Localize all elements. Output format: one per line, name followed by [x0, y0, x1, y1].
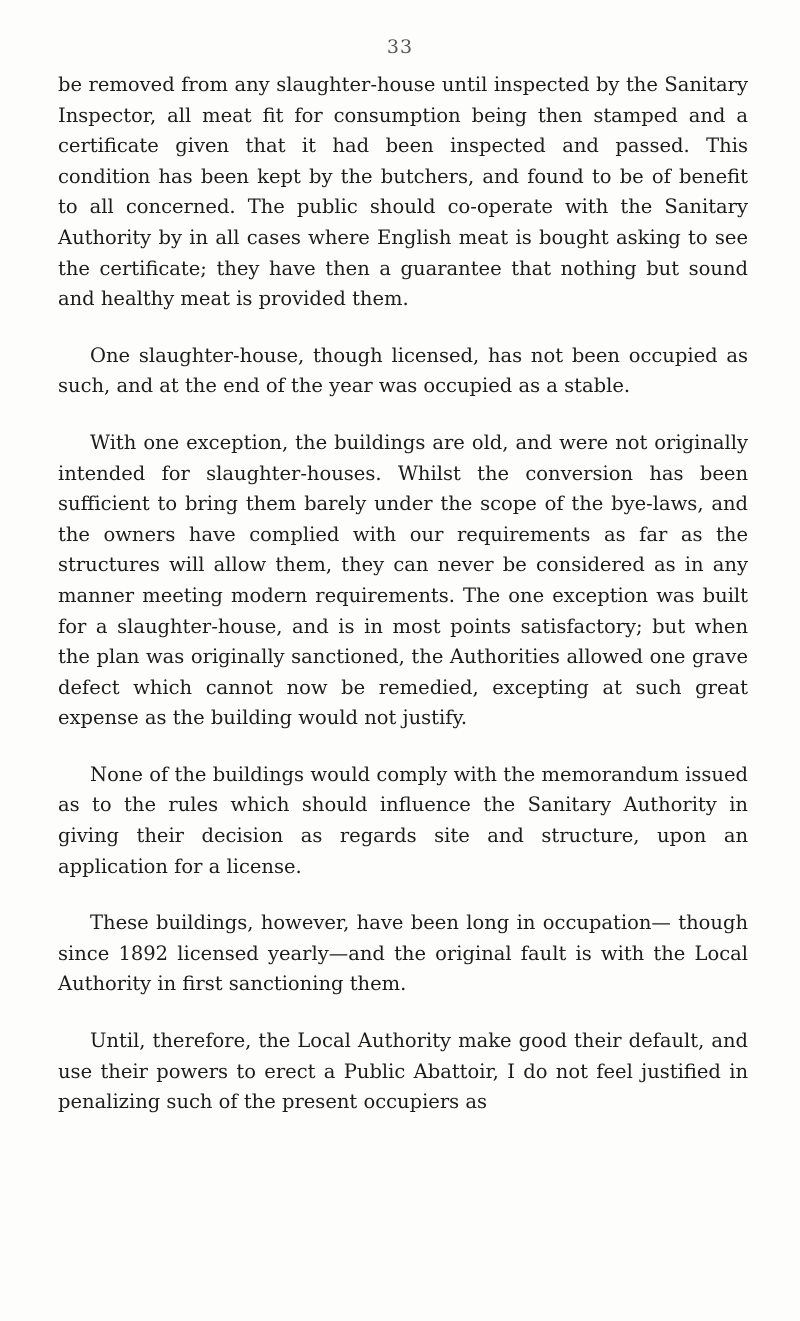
page-number: 33 [386, 36, 414, 58]
paragraph-long-occupation: These buildings, however, have been long in occupation— though since 1892 licensed yearly—and the original fault is with the Local Authority in first sanctioning them. [58, 911, 748, 996]
paragraph-unoccupied-slaughter-house: One slaughter-house, though licensed, has not been occupied as such, and at the end of the year was occupied as a stable. [58, 343, 748, 398]
body-text [58, 70, 748, 1144]
paragraph-public-abattoir: Until, therefore, the Local Authority make good their default, and use their powers to erect a Public Abattoir, I do not feel justified in penalizing such of the present occupiers as [58, 1029, 748, 1114]
paragraph-continued: be removed from any slaughter-house until inspected by the Sanitary Inspector, all meat fit for consumption being then stamped and a certificate given that it had been inspected and passed. This condition has been kept by the butchers, and found to be of benefit to all concerned. The public should co-operate with the Sanitary Authority by in all cases where English meat is bought asking to see the certificate; they have then a guarantee that nothing but sound and healthy meat is provided them. [58, 73, 748, 311]
paragraph-old-buildings: With one exception, the buildings are old, and were not originally intended for slaughter-houses. Whilst the conversion has been sufficient to bring them barely under the scope of the bye-laws, and the owners have complied with our requirements as far as the structures will allow them, they can never be considered as in any manner meeting modern requirements. The one exception was built for a slaughter-house, and is in most points satisfactory; but when the plan was originally sanctioned, the Authorities allowed one grave defect which cannot now be remedied, excepting at such great expense as the building would not justify. [58, 430, 748, 730]
paragraph-memorandum-compliance: None of the buildings would comply with the memorandum issued as to the rules which should influence the Sanitary Authority in giving their decision as regards site and structure, upon an application for a license. [58, 762, 748, 878]
